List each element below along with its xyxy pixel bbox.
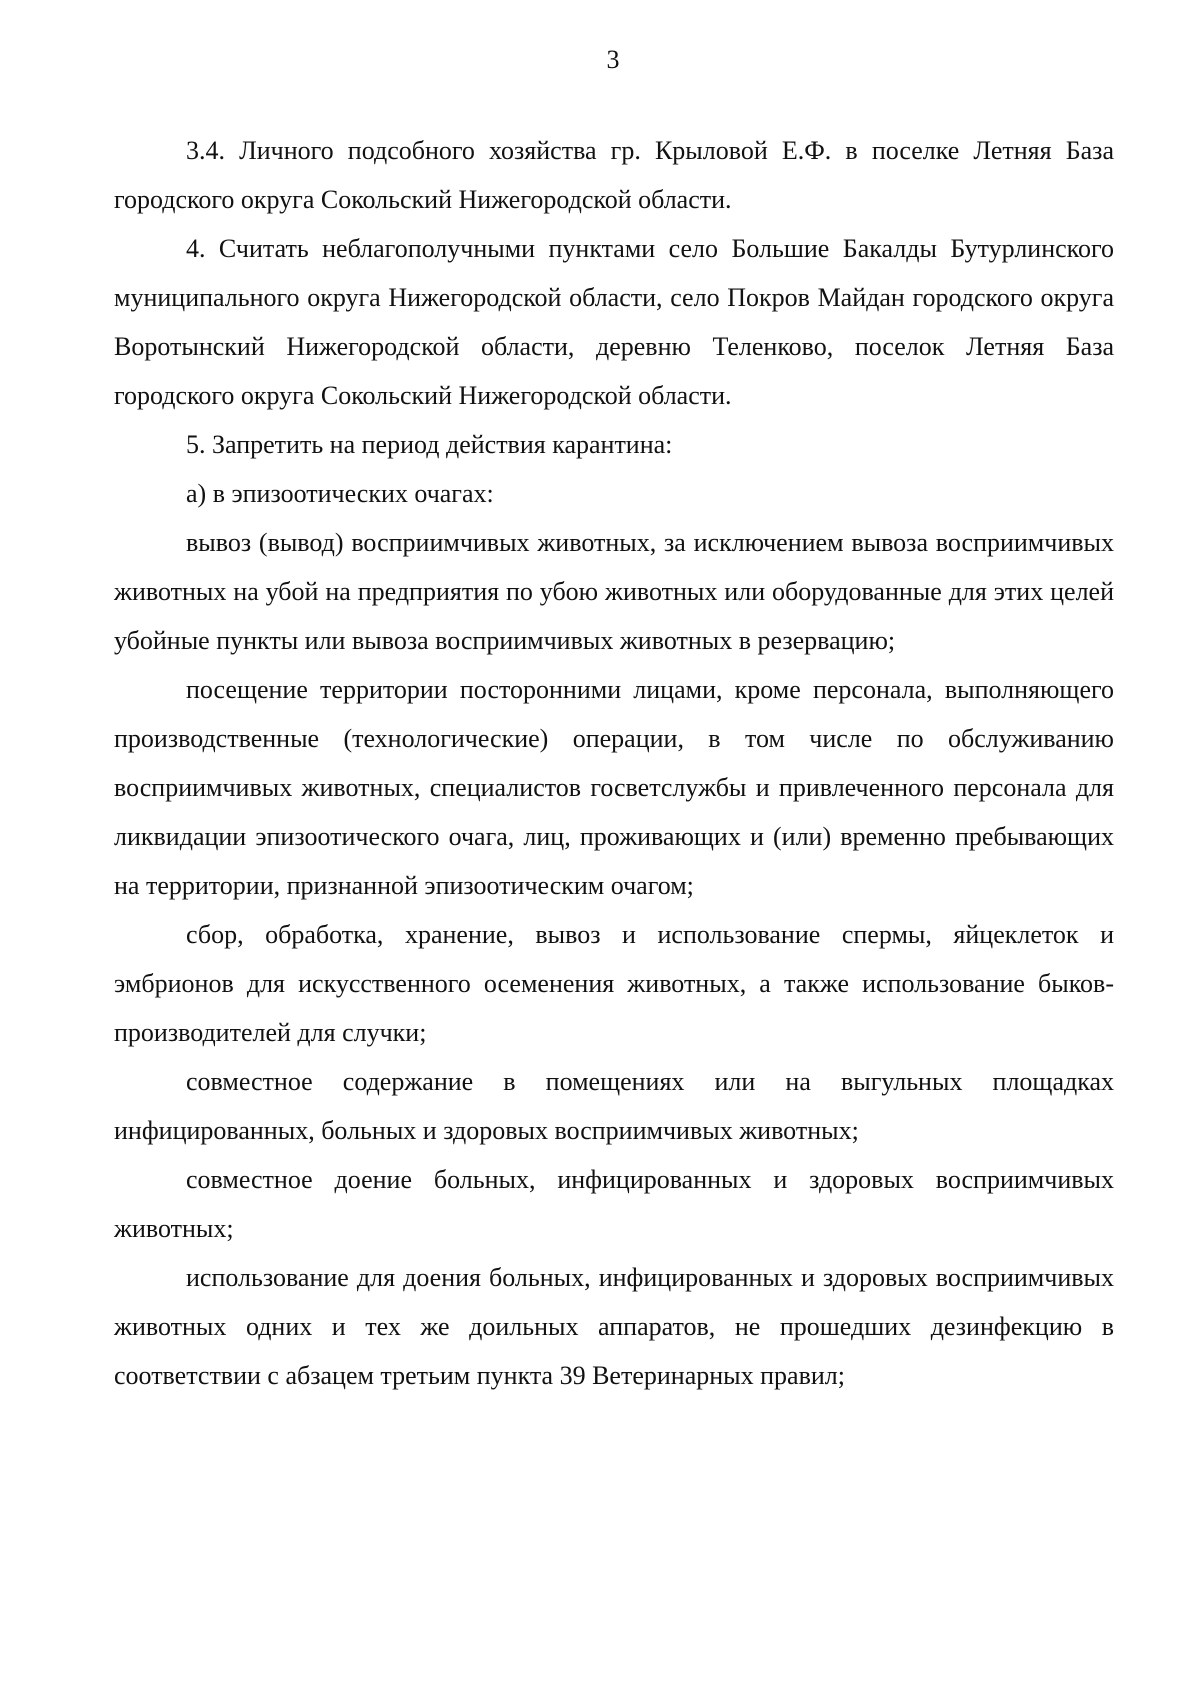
paragraph-sperm-ban: сбор, обработка, хранение, вывоз и использование спермы, яйцеклеток и эмбрионов для искусственного осеменения животных, а также использование быков-производителей для случки; bbox=[114, 920, 1114, 1047]
paragraph-milking-equipment-ban: использование для доения больных, инфицированных и здоровых восприимчивых животных одних и тех же доильных аппаратов, не прошедших дезинфекцию в соответствии с абзацем третьим пункта 39 Ветеринарных правил; bbox=[114, 1263, 1114, 1390]
page-number: 3 bbox=[606, 45, 620, 74]
paragraph-visit-ban: посещение территории посторонними лицами, кроме персонала, выполняющего производственные (технологические) операции, в том числе по обслуживанию восприимчивых животных, специалистов госветслужбы и привлеченного персонала для ликвидации эпизоотического очага, лиц, проживающих и (или) временно пребывающих на территории, признанной эпизоотическим очагом; bbox=[114, 675, 1114, 900]
paragraph-4: 4. Считать неблагополучными пунктами село Большие Бакалды Бутурлинского муниципального округа Нижегородской области, село Покров Майдан городского округа Воротынский Нижегородской области, деревню Теленково, поселок Летняя База городского округа Сокольский Нижегородской области. bbox=[114, 234, 1114, 410]
paragraph-joint-milking-ban: совместное доение больных, инфицированных и здоровых восприимчивых животных; bbox=[114, 1165, 1114, 1243]
paragraph-5: 5. Запретить на период действия карантина: bbox=[186, 430, 673, 459]
paragraph-joint-keeping-ban: совместное содержание в помещениях или на выгульных площадках инфицированных, больных и здоровых восприимчивых животных; bbox=[114, 1067, 1114, 1145]
paragraph-export-ban: вывоз (вывод) восприимчивых животных, за исключением вывоза восприимчивых животных на убой на предприятия по убою животных или оборудованные для этих целей убойные пункты или вывоза восприимчивых животных в резервацию; bbox=[114, 528, 1114, 655]
document-body bbox=[114, 126, 1114, 1400]
paragraph-3-4: 3.4. Личного подсобного хозяйства гр. Крыловой Е.Ф. в поселке Летняя База городского округа Сокольский Нижегородской области. bbox=[114, 136, 1114, 214]
paragraph-5-a: а) в эпизоотических очагах: bbox=[186, 479, 494, 508]
